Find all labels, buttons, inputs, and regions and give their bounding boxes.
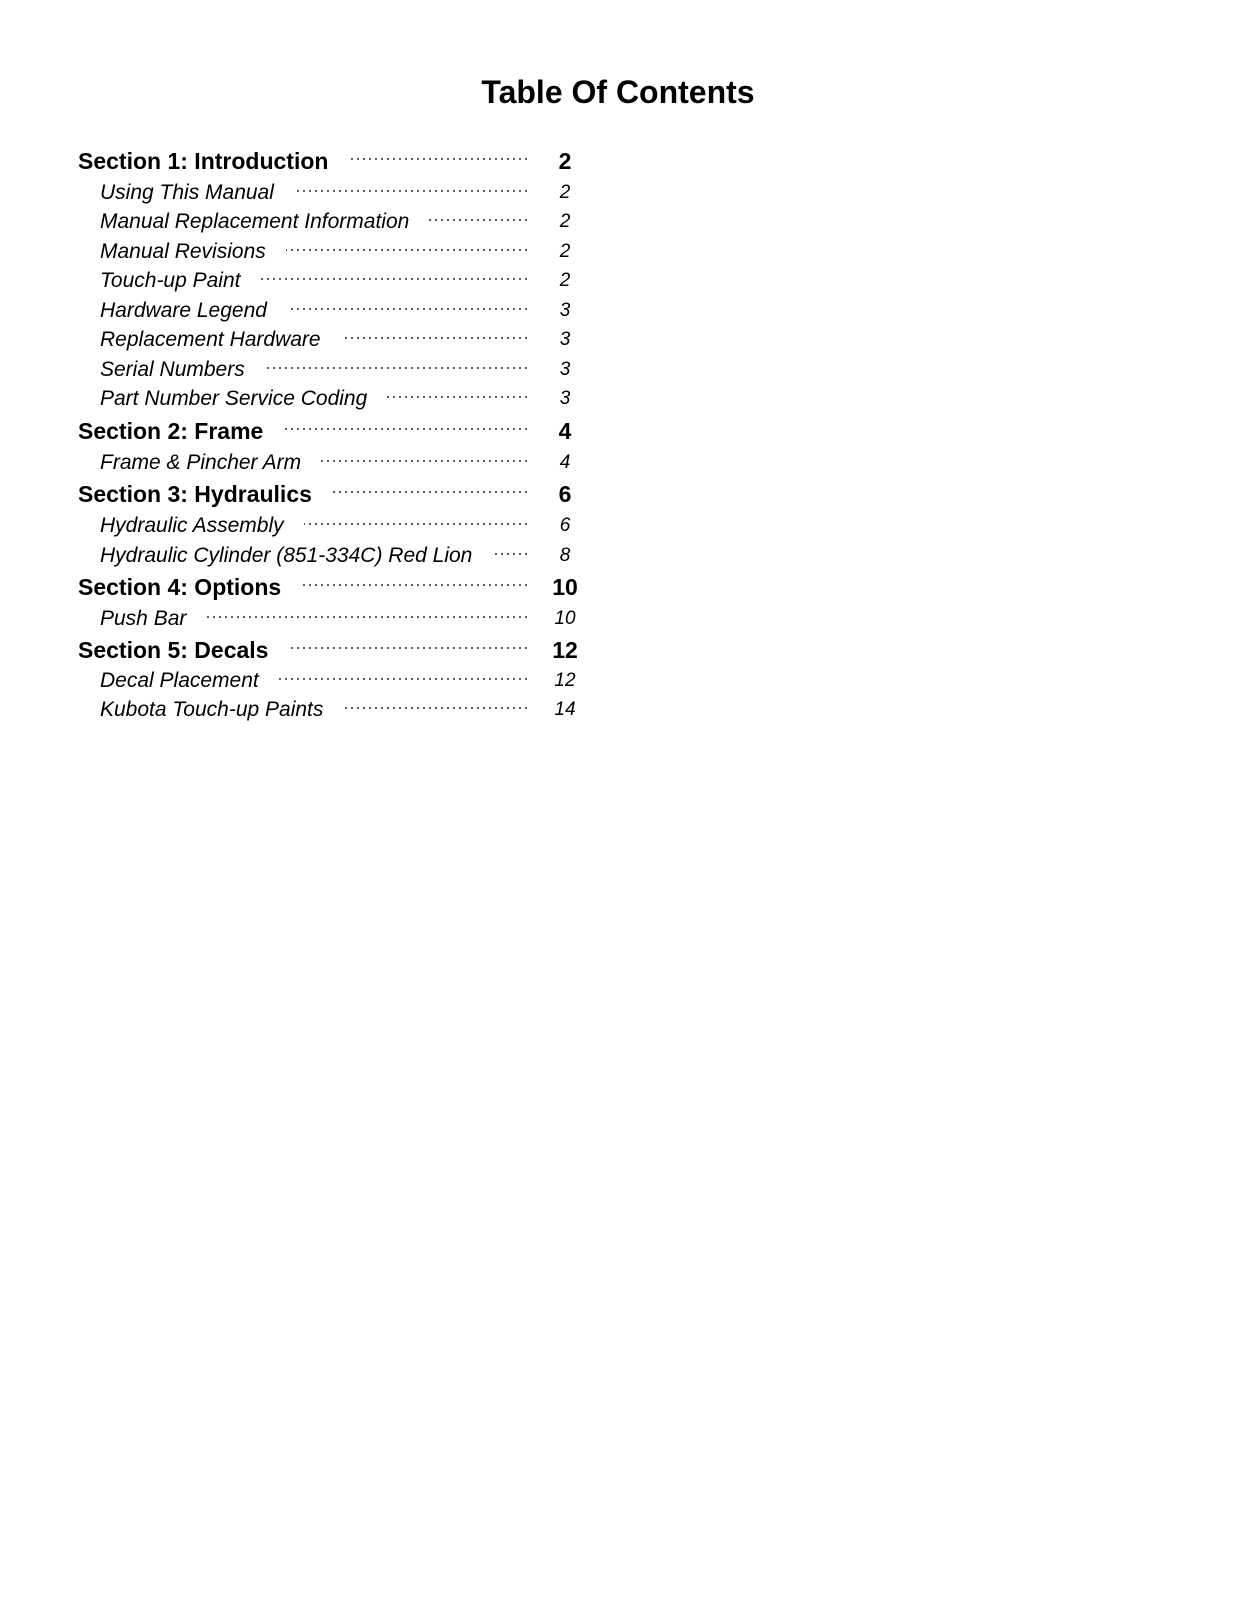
- dot-leader: [429, 217, 529, 223]
- dot-leader: [301, 582, 529, 588]
- toc-entry-page-number: 10: [552, 574, 578, 600]
- toc-entry-label: Manual Replacement Information: [100, 210, 410, 233]
- toc-subsection-entry[interactable]: [0, 207, 1236, 237]
- toc-entry-page-number: 8: [559, 545, 571, 566]
- toc-subsection-entry[interactable]: [0, 178, 1236, 208]
- toc-entry-page-number: 12: [554, 670, 576, 691]
- toc-entry-label: Touch-up Paint: [100, 269, 241, 292]
- toc-entry-page-number: 6: [558, 481, 572, 507]
- toc-entry-label: Section 1: Introduction: [78, 148, 329, 174]
- toc-entry-page-number: 3: [559, 300, 571, 321]
- toc-section-entry[interactable]: [0, 146, 1236, 176]
- toc-entry-label: Part Number Service Coding: [100, 387, 368, 410]
- toc-entry-label: Section 3: Hydraulics: [78, 481, 312, 507]
- toc-entry-page-number: 2: [559, 270, 571, 291]
- toc-subsection-entry[interactable]: [0, 296, 1236, 326]
- toc-entry-page-number: 3: [559, 329, 571, 350]
- dot-leader: [287, 306, 529, 312]
- toc-section-entry[interactable]: [0, 572, 1236, 602]
- toc-entry-label: Section 2: Frame: [78, 418, 264, 444]
- toc-entry-page-number: 4: [559, 452, 571, 473]
- toc-entry-label: Manual Revisions: [100, 240, 266, 263]
- toc-entry-label: Frame & Pincher Arm: [100, 451, 302, 474]
- toc-entry-page-number: 6: [559, 515, 571, 536]
- dot-leader: [279, 676, 529, 682]
- dot-leader: [348, 156, 529, 162]
- dot-leader: [261, 276, 529, 282]
- toc-entry-page-number: 4: [558, 418, 572, 444]
- toc-entry-page-number: 2: [559, 241, 571, 262]
- toc-subsection-entry[interactable]: [0, 604, 1236, 634]
- toc-entry-label: Hydraulic Cylinder (851-334C) Red Lion: [100, 544, 473, 567]
- toc-subsection-entry[interactable]: [0, 355, 1236, 385]
- toc-subsection-entry[interactable]: [0, 266, 1236, 296]
- toc-entry-label: Hydraulic Assembly: [100, 514, 284, 537]
- toc-entry-label: Kubota Touch-up Paints: [100, 698, 324, 721]
- dot-leader: [206, 614, 529, 620]
- toc-entry-page-number: 14: [554, 699, 576, 720]
- toc-subsection-entry[interactable]: [0, 237, 1236, 267]
- dot-leader: [321, 458, 529, 464]
- toc-section-entry[interactable]: [0, 479, 1236, 509]
- dot-leader: [283, 426, 529, 432]
- toc-entry-page-number: 3: [559, 359, 571, 380]
- dot-leader: [343, 705, 529, 711]
- dot-leader: [294, 188, 529, 194]
- toc-entry-page-number: 2: [559, 182, 571, 203]
- toc-entry-page-number: 2: [559, 211, 571, 232]
- toc-entry-label: Decal Placement: [100, 669, 259, 692]
- toc-entry-label: Serial Numbers: [100, 358, 245, 381]
- toc-entry-label: Push Bar: [100, 607, 187, 630]
- toc-entry-page-number: 12: [552, 637, 578, 663]
- toc-entry-page-number: 2: [558, 148, 572, 174]
- toc-entry-page-number: 10: [554, 608, 576, 629]
- toc-entry-label: Using This Manual: [100, 181, 274, 204]
- dot-leader: [492, 551, 529, 557]
- dot-leader: [288, 645, 529, 651]
- toc-entry-label: Section 5: Decals: [78, 637, 269, 663]
- dot-leader: [332, 489, 529, 495]
- toc-section-entry[interactable]: [0, 416, 1236, 446]
- dot-leader: [265, 365, 529, 371]
- toc-subsection-entry[interactable]: [0, 384, 1236, 414]
- dot-leader: [387, 394, 529, 400]
- toc-subsection-entry[interactable]: [0, 325, 1236, 355]
- toc-subsection-entry[interactable]: [0, 541, 1236, 571]
- toc-entry-label: Replacement Hardware: [100, 328, 321, 351]
- toc-subsection-entry[interactable]: [0, 511, 1236, 541]
- toc-entry-label: Hardware Legend: [100, 299, 267, 322]
- toc-entry-label: Section 4: Options: [78, 574, 282, 600]
- toc-subsection-entry[interactable]: [0, 666, 1236, 696]
- page-title: Table Of Contents: [481, 74, 755, 110]
- dot-leader: [286, 247, 529, 253]
- dot-leader: [304, 521, 529, 527]
- toc-section-entry[interactable]: [0, 635, 1236, 665]
- dot-leader: [341, 335, 529, 341]
- toc-subsection-entry[interactable]: [0, 448, 1236, 478]
- toc-entry-page-number: 3: [559, 388, 571, 409]
- toc-subsection-entry[interactable]: [0, 695, 1236, 725]
